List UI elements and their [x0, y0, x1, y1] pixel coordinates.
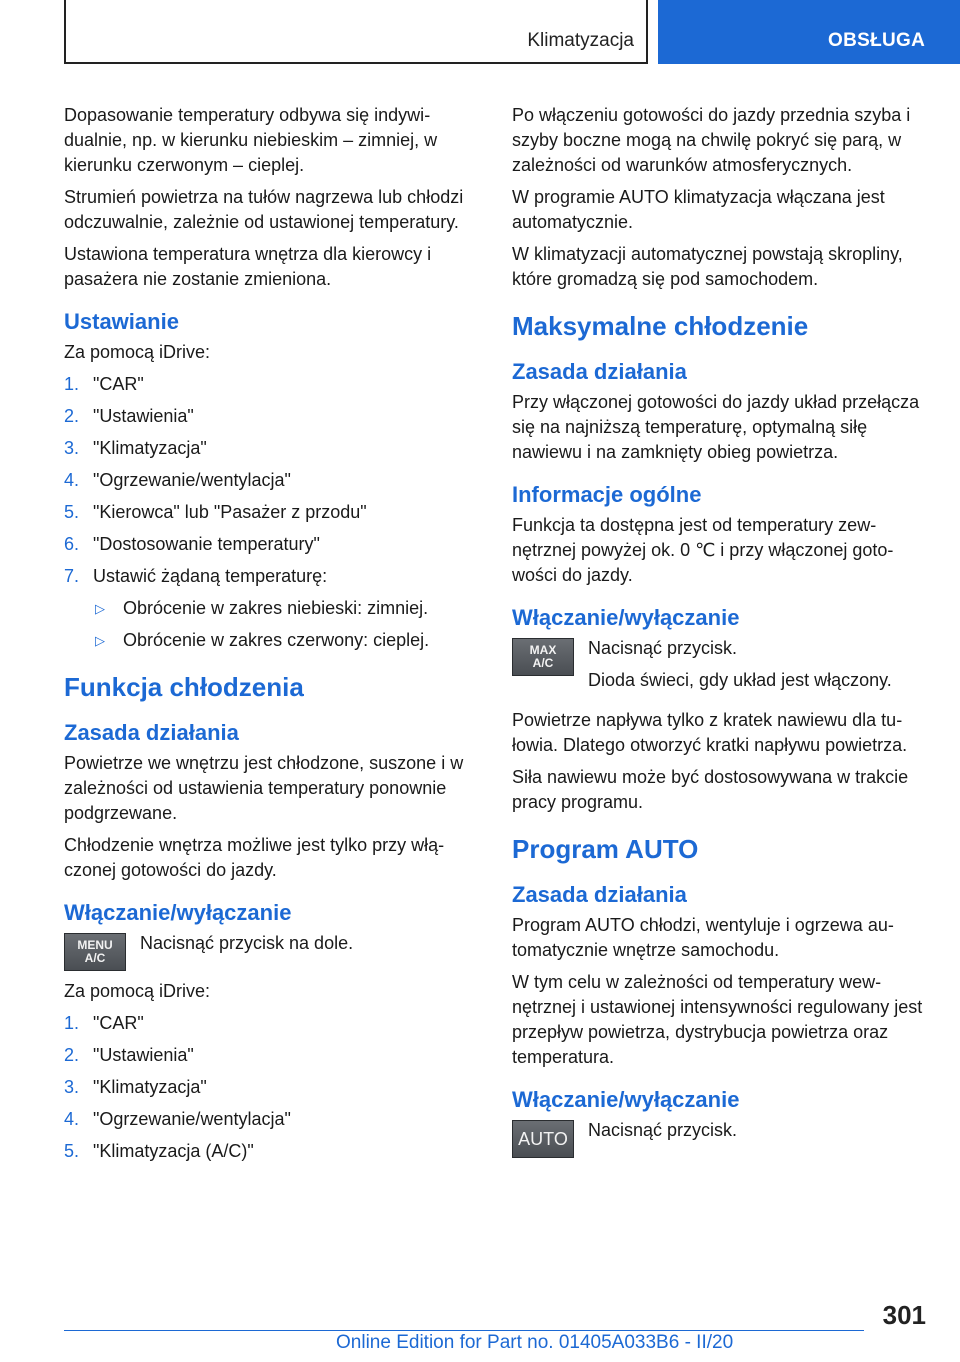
paragraph: Ustawiona temperatura wnętrza dla kierowcy i pasażera nie zostanie zmieniona.	[64, 244, 432, 289]
step-number: 3.	[64, 438, 80, 458]
paragraph: Chłodzenie wnętrza możliwe jest tylko przy włączonej gotowości do jazdy.	[64, 835, 445, 880]
paragraph: Dopasowanie temperatury odbywa się indywidualnie, np. w kierunku niebieskim – zimniej, w kierunku czerwonym – cieplej.	[64, 105, 438, 175]
heading-on-off: Włączanie/wyłączanie	[512, 605, 740, 630]
step-text: "Klimatyzacja"	[93, 1077, 207, 1097]
heading-on-off: Włączanie/wyłączanie	[512, 1087, 740, 1112]
heading-ustawianie: Ustawianie	[64, 309, 179, 334]
step-number: 4.	[64, 1109, 80, 1129]
step-text: "Ogrzewanie/wentylacja"	[93, 470, 291, 490]
step-number: 5.	[64, 1141, 80, 1161]
heading-max-cooling: Maksymalne chłodzenie	[512, 311, 809, 341]
chapter-title: Klimatyzacja	[527, 30, 634, 51]
edition-footer: Online Edition for Part no. 01405A033B6 - II/20	[336, 1332, 734, 1353]
triangle-bullet-icon: ▷	[95, 633, 105, 648]
step-text: "Klimatyzacja (A/C)"	[93, 1141, 254, 1161]
step-text: Ustawić żądaną temperaturę:	[93, 566, 328, 586]
paragraph: Po włączeniu gotowości do jazdy przednia szyba i szyby boczne mogą na chwilę pokryć się parą, w zależności od warunków atmosferycznych.	[512, 105, 911, 175]
button-instruction-texts	[588, 636, 892, 700]
list-item	[64, 1011, 482, 1036]
button-instruction	[512, 1118, 932, 1158]
heading-on-off: Włączanie/wyłączanie	[64, 900, 292, 925]
button-instruction	[64, 931, 482, 971]
sub-list-item	[95, 596, 482, 621]
heading-cooling-function: Funkcja chłodzenia	[64, 672, 304, 702]
list-item	[64, 532, 482, 557]
step-number: 4.	[64, 470, 80, 490]
list-item	[64, 468, 482, 493]
heading-principle: Zasada działania	[512, 359, 687, 384]
menu-ac-button-icon: MENU A/C	[64, 933, 126, 971]
step-number: 3.	[64, 1077, 80, 1097]
list-item	[64, 1107, 482, 1132]
paragraph: Za pomocą iDrive:	[64, 981, 211, 1001]
paragraph: Strumień powietrza na tułów nagrzewa lub chłodzi odczuwalnie, zależnie od ustawionej temperatury.	[64, 187, 464, 232]
heading-general-info: Informacje ogólne	[512, 482, 702, 507]
heading-principle: Zasada działania	[512, 882, 687, 907]
paragraph: Siła nawiewu może być dostosowywana w trakcie pracy programu.	[512, 767, 909, 812]
button-instruction-text: Nacisnąć przycisk.	[588, 1120, 738, 1140]
steps-list	[64, 372, 482, 653]
step-number: 1.	[64, 374, 80, 394]
page-number: 301	[882, 1300, 926, 1330]
paragraph: W programie AUTO klimatyzacja włączana jest automatycznie.	[512, 187, 885, 232]
step-text: "Ustawienia"	[93, 406, 194, 426]
auto-button-icon: AUTO	[512, 1120, 574, 1158]
step-text: "Klimatyzacja"	[93, 438, 207, 458]
step-text: "Ogrzewanie/wentylacja"	[93, 1109, 291, 1129]
list-item	[64, 1075, 482, 1100]
list-item	[64, 1139, 482, 1164]
button-instruction	[512, 636, 932, 700]
step-number: 7.	[64, 566, 80, 586]
list-item	[64, 564, 482, 589]
list-item	[64, 404, 482, 429]
substep-text: Obrócenie w zakres niebieski: zimniej.	[123, 598, 429, 618]
heading-auto-program: Program AUTO	[512, 834, 699, 864]
triangle-bullet-icon: ▷	[95, 601, 105, 616]
list-item	[64, 1043, 482, 1068]
step-number: 1.	[64, 1013, 80, 1033]
paragraph: Program AUTO chłodzi, wentyluje i ogrzewa automatycznie wnętrze samochodu.	[512, 915, 894, 960]
substep-text: Obrócenie w zakres czerwony: cieplej.	[123, 630, 430, 650]
step-text: "Ustawienia"	[93, 1045, 194, 1065]
header-chapter-box	[64, 0, 648, 64]
paragraph: Powietrze napływa tylko z kratek nawiewu dla tułowia. Dlatego otworzyć kratki napływu powietrza.	[512, 710, 908, 755]
list-item	[64, 372, 482, 397]
button-instruction-text: Dioda świeci, gdy układ jest włączony.	[588, 670, 892, 690]
paragraph: Za pomocą iDrive:	[64, 342, 211, 362]
step-text: "Kierowca" lub "Pasażer z przodu"	[93, 502, 367, 522]
header-section-tab[interactable]	[658, 0, 960, 64]
max-ac-button-icon: MAX A/C	[512, 638, 574, 676]
paragraph: W klimatyzacji automatycznej powstają skropliny, które gromadzą się pod samochodem.	[512, 244, 903, 289]
step-number: 5.	[64, 502, 80, 522]
button-instruction-text: Nacisnąć przycisk na dole.	[140, 933, 354, 953]
left-column	[64, 103, 482, 1171]
right-column	[512, 103, 932, 1166]
button-instruction-text: Nacisnąć przycisk.	[588, 638, 738, 658]
step-text: "CAR"	[93, 1013, 144, 1033]
list-item	[64, 436, 482, 461]
steps-list-2	[64, 1011, 482, 1164]
section-title: OBSŁUGA	[828, 30, 926, 51]
step-number: 2.	[64, 406, 80, 426]
paragraph: W tym celu w zależności od temperatury wewnętrznej i ustawionej intensywności regulowany jest przepływ powietrza, dystrybucja powietrza oraz temperatura.	[512, 972, 923, 1067]
step-number: 2.	[64, 1045, 80, 1065]
paragraph: Przy włączonej gotowości do jazdy układ przełącza się na najniższą temperaturę, optymalną siłę nawiewu i na zamknięty obieg powietrza.	[512, 392, 920, 462]
step-number: 6.	[64, 534, 80, 554]
list-item	[64, 500, 482, 525]
step-text: "CAR"	[93, 374, 144, 394]
paragraph: Funkcja ta dostępna jest od temperatury zewnętrznej powyżej ok. 0 ℃ i przy włączonej gotowości do jazdy.	[512, 515, 894, 585]
sub-list-item	[95, 628, 482, 653]
footer-divider	[64, 1330, 864, 1331]
step-text: "Dostosowanie temperatury"	[93, 534, 320, 554]
heading-principle: Zasada działania	[64, 720, 239, 745]
paragraph: Powietrze we wnętrzu jest chłodzone, suszone i w zależności od ustawienia temperatury ponownie podgrzewane.	[64, 753, 464, 823]
